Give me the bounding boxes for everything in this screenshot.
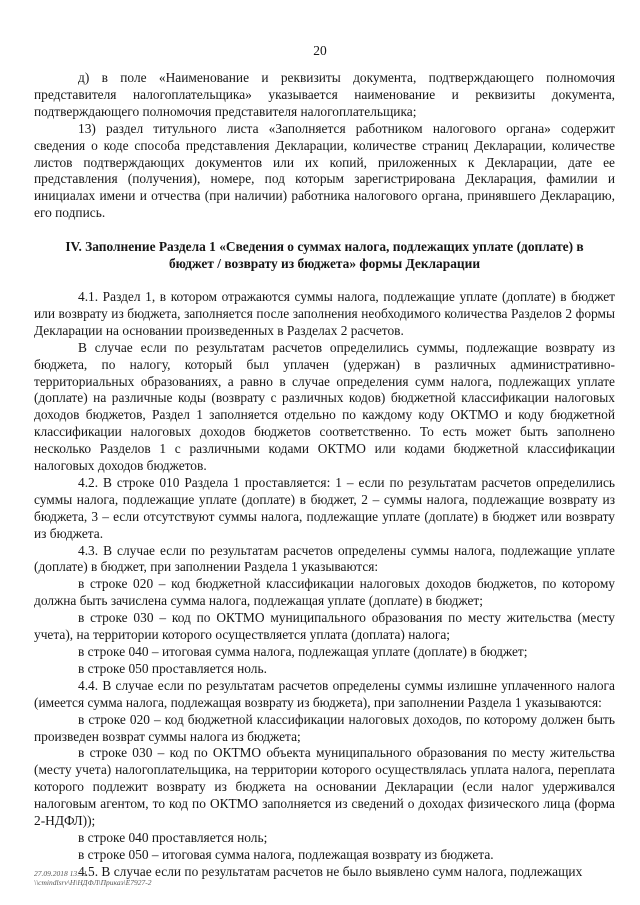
paragraph-4-5: 4.5. В случае если по результатам расчетов не было выявлено сумм налога, подлежащих (78, 863, 583, 879)
paragraph-4-2: 4.2. В строке 010 Раздела 1 проставляется: 1 – если по результатам расчетов определились суммы налога, подлежащие уплате (доплате) в бюджет, 2 – суммы налога, подлежащие возврату из бюджета, 3 – если отсутствуют суммы налога, подлежащие уплате (доплате) в бюджет или возврату из бюджета. (34, 474, 615, 541)
paragraph-4-4-line-030: в строке 030 – код по ОКТМО объекта муниципального образования по месту жительства (месту учета) налогоплательщика, на территории которого осуществлялась уплата налога, переплата которого подлежит возврату из бюджета на основании Декларации (если налог удерживался налоговым агентом, то код по ОКТМО заполняется из сведений о доходах физического лица (форма 2-НДФЛ)); (34, 745, 615, 829)
footer-path: \\cmindlsrv\Н\НДФЛ\Приказ\Е7927-2 (34, 878, 152, 887)
section-heading: IV. Заполнение Раздела 1 «Сведения о суммах налога, подлежащих уплате (доплате) в бюджет / возврату из бюджета» формы Декларации (65, 239, 584, 272)
document-body (34, 70, 615, 881)
page-number: 20 (313, 43, 327, 58)
paragraph-4-4-line-040: в строке 040 проставляется ноль; (78, 829, 268, 845)
paragraph-4-4-line-050: в строке 050 – итоговая сумма налога, подлежащая возврату из бюджета. (78, 846, 494, 862)
paragraph-4-3-line-030: в строке 030 – код по ОКТМО муниципального образования по месту жительства (месту учета), на территории которого осуществляется уплата (доплата) налога; (34, 610, 615, 643)
paragraph-4-3-line-020: в строке 020 – код бюджетной классификации налоговых доходов бюджетов, по которому должна быть зачислена сумма налога, подлежащая уплате (доплате) в бюджет; (34, 576, 615, 609)
paragraph-4-4: 4.4. В случае если по результатам расчетов определены суммы излишне уплаченного налога (имеется сумма налога, подлежащая возврату из бюджета), при заполнении Раздела 1 указываются: (34, 677, 615, 710)
footer-stamp (34, 869, 151, 887)
paragraph-item-13: 13) раздел титульного листа «Заполняется работником налогового органа» содержит сведения о коде способа представления Декларации, количестве страниц Декларации, количестве листов подтверждающих документов или их копий, приложенных к Декларации, дате ее представления (получения), номере, под которым зарегистрирована Декларация, фамилии и инициалах имени и отчества (при наличии) работника налогового органа, принявшего Декларацию, его подпись. (34, 120, 615, 221)
paragraph-item-d: д) в поле «Наименование и реквизиты документа, подтверждающего полномочия представителя налогоплательщика» указывается наименование и реквизиты документа, подтверждающего полномочия представителя налогоплательщика; (34, 70, 615, 119)
paragraph-4-3-line-050: в строке 050 проставляется ноль. (78, 660, 267, 676)
paragraph-4-4-line-020: в строке 020 – код бюджетной классификации налоговых доходов, по которому должен быть произведен возврат суммы налога из бюджета; (34, 711, 615, 744)
footer-date: 27.09.2018 13:31 (34, 869, 88, 878)
paragraph-4-3: 4.3. В случае если по результатам расчетов определены суммы налога, подлежащие уплате (доплате) в бюджет, при заполнении Раздела 1 указываются: (34, 542, 615, 575)
paragraph-4-3-line-040: в строке 040 – итоговая сумма налога, подлежащая уплате (доплате) в бюджет; (78, 644, 528, 659)
paragraph-4-1-cont: В случае если по результатам расчетов определились суммы, подлежащие возврату из бюджета, по налогу, который был уплачен (удержан) в различных административно-территориальных образованиях, а равно в случае определения сумм налога, подлежащих уплате (доплате) на различные коды (возврату с различных кодов) бюджетной классификации налоговых доходов бюджетов, Раздел 1 заполняется отдельно по каждому коду ОКТМО и коду бюджетной классификации налоговых доходов бюджетов соответственно. То есть может быть заполнено несколько Разделов 1 с различными кодами ОКТМО или кодами бюджетной классификации налоговых доходов бюджетов. (34, 339, 615, 474)
paragraph-4-1: 4.1. Раздел 1, в котором отражаются суммы налога, подлежащие уплате (доплате) в бюджет или возврату из бюджета, заполняется после заполнения необходимого количества Разделов 2 формы Декларации на основании произведенных в Разделах 2 расчетов. (34, 288, 615, 338)
